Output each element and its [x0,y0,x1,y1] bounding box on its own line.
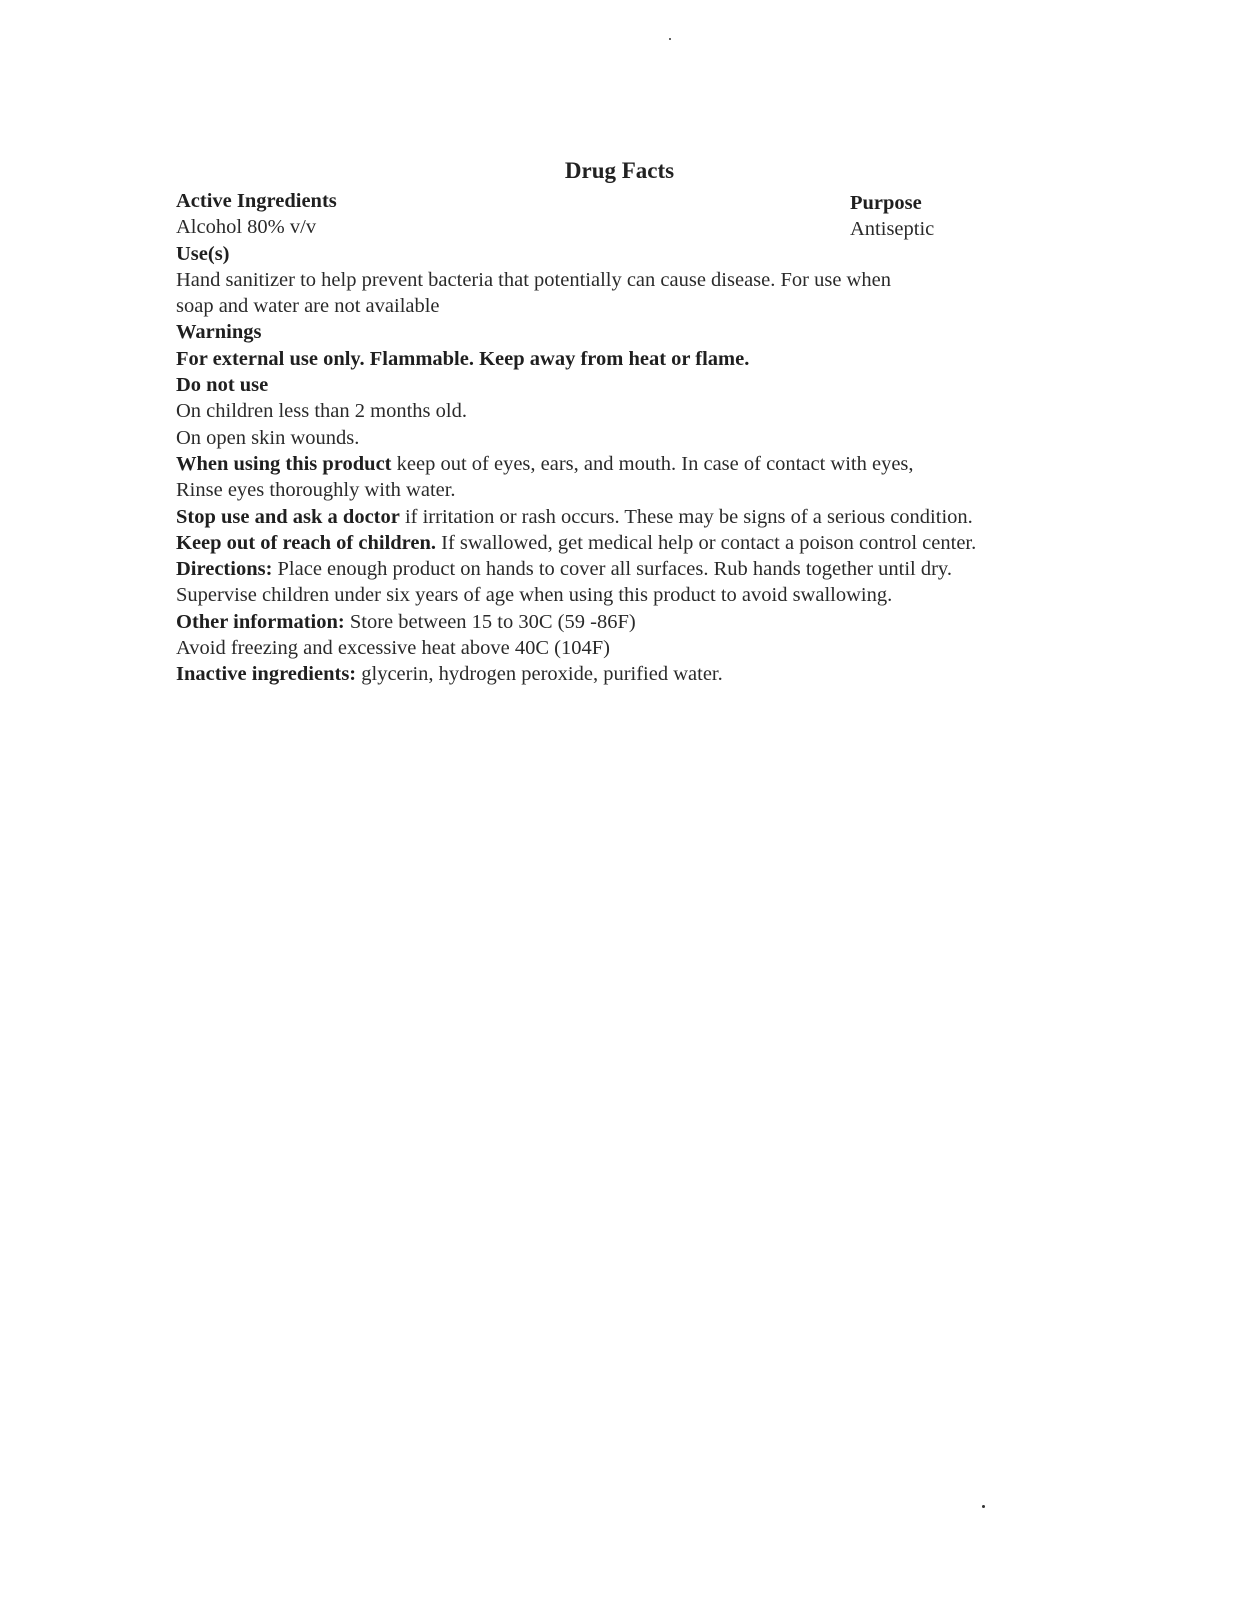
warnings-statement: For external use only. Flammable. Keep away from heat or flame. [176,347,750,370]
scan-speck [669,38,671,40]
do-not-use-heading: Do not use [176,374,269,397]
uses-line: soap and water are not available [176,295,440,318]
do-not-use-line: On open skin wounds. [176,426,360,449]
scan-speck [982,1505,985,1508]
uses-line: Hand sanitizer to help prevent bacteria that potentially can cause disease. For use when [176,268,891,291]
other-information-label: Other information: [176,610,345,633]
page-title: Drug Facts [564,158,675,183]
other-information-line [176,609,1096,635]
warnings-heading: Warnings [176,321,262,344]
keep-out-line [176,530,1096,556]
when-using-label: When using this product [176,452,392,475]
active-ingredient-value: Alcohol 80% v/v [176,216,317,239]
do-not-use-line: On children less than 2 months old. [176,400,467,423]
directions-text: Place enough product on hands to cover all surfaces. Rub hands together until dry. [272,558,952,581]
other-information-text: Store between 15 to 30C (59 -86F) [344,610,636,633]
stop-use-text: if irritation or rash occurs. These may be signs of a serious condition. [399,505,973,528]
inactive-ingredients-label: Inactive ingredients: [176,663,357,686]
active-ingredients-value-row [176,214,1096,240]
uses-heading: Use(s) [176,242,230,265]
purpose-value: Antiseptic [850,218,935,241]
directions-line [176,556,1096,582]
inactive-ingredients-line [176,661,1096,687]
keep-out-text: If swallowed, get medical help or contact a poison control center. [436,531,977,554]
active-ingredients-heading-row [176,188,1096,214]
when-using-continuation: Rinse eyes thoroughly with water. [176,479,456,502]
keep-out-label: Keep out of reach of children. [176,531,437,554]
directions-label: Directions: [176,558,273,581]
stop-use-label: Stop use and ask a doctor [176,505,400,528]
stop-use-line [176,504,1096,530]
drug-facts-content [176,188,1096,688]
purpose-heading: Purpose [850,192,922,214]
directions-continuation: Supervise children under six years of age when using this product to avoid swallowing. [176,584,893,607]
active-ingredients-heading: Active Ingredients [176,190,337,212]
other-information-continuation: Avoid freezing and excessive heat above 40C (104F) [176,637,610,660]
when-using-text: keep out of eyes, ears, and mouth. In case of contact with eyes, [391,452,914,475]
inactive-ingredients-text: glycerin, hydrogen peroxide, purified water. [356,663,723,686]
when-using-line [176,451,1096,477]
